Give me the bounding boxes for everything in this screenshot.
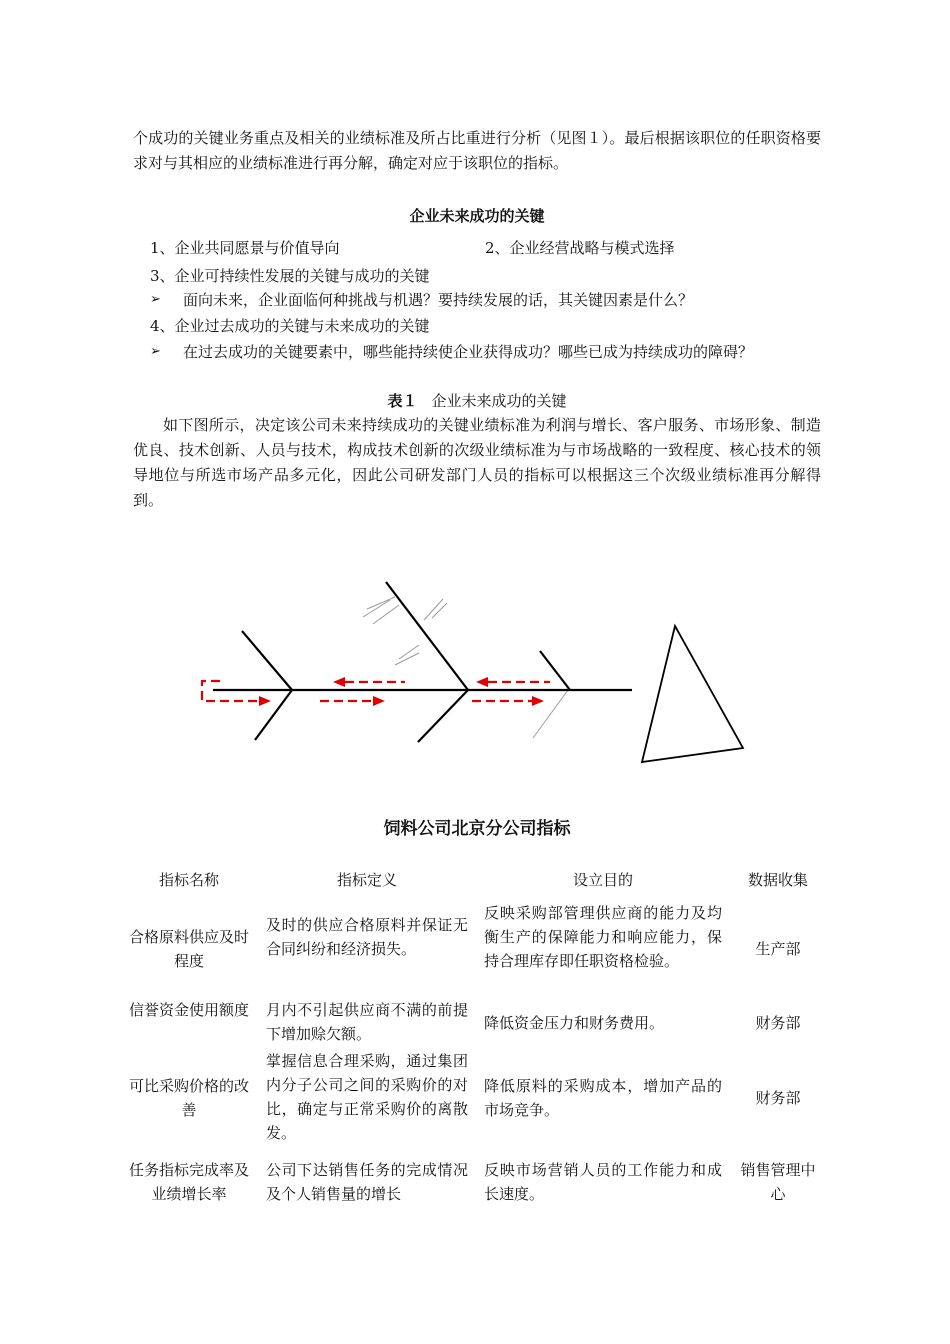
row2-purpose: 降低资金压力和财务费用。 [484,1014,665,1032]
list-item-1: 1、企业共同愿景与价值导向 [150,239,340,257]
arrow-bullet-icon: ➢ [150,292,161,307]
header-data-collection: 数据收集 [747,871,808,889]
bone-upper-right [540,651,570,690]
body-paragraph: 如下图所示，决定该公司未来持续成功的关键业绩标准为利润与增长、客户服务、市场形象、制造优良、技术创新、人员与技术，构成技术创新的次级业绩标准为与市场战略的一致程度、核心技术的领导地位与所选市场产品多元化，因此公司研发部门人员的指标可以根据这三个次级业绩标准再分解得到。 [133,416,821,509]
row1-name: 合格原料供应及时程度 [128,928,249,970]
faint-rib [399,645,419,659]
caption-label: 表１ [387,392,418,410]
arrowhead-right-icon [532,696,544,706]
list-item-2: 2、企业经营战略与模式选择 [485,239,675,257]
arrow-bullet-icon: ➢ [150,344,161,359]
row3-purpose: 降低原料的采购成本，增加产品的市场竞争。 [484,1077,722,1119]
spine-and-bones [213,582,743,762]
bone-upper-middle [386,582,468,690]
row1-source: 生产部 [755,940,801,958]
fish-head-triangle [642,626,743,762]
caption-text: 企业未来成功的关键 [431,392,567,410]
row3-name: 可比采购价格的改善 [128,1077,249,1119]
row3-definition: 掌握信息合理采购，通过集团内分子公司之间的采购价的对比，确定与正常采购价的离散发。 [266,1052,468,1142]
arrowhead-left-icon [333,677,345,687]
section-heading: 企业未来成功的关键 [409,207,545,225]
arrowhead-right-icon [373,696,385,706]
faint-ribs [363,597,568,738]
row4-definition: 公司下达销售任务的完成情况及个人销售量的增长 [266,1161,468,1203]
arrowhead-right-icon [259,696,271,706]
table-caption [133,389,821,413]
row4-name: 任务指标完成率及业绩增长率 [128,1161,249,1203]
row3-source: 财务部 [755,1089,801,1107]
header-indicator-definition: 指标定义 [336,871,397,889]
faint-rib [395,653,419,665]
row1-purpose: 反映采购部管理供应商的能力及均衡生产的保障能力和响应能力，保持合理库存即任职资格检验。 [484,904,722,970]
list-item-4: 4、企业过去成功的关键与未来成功的关键 [150,317,430,335]
row4-purpose: 反映市场营销人员的工作能力和成长速度。 [484,1161,722,1203]
faint-rib [432,603,447,618]
row1-definition: 及时的供应合格原料并保证无合同纠纷和经济损失。 [266,916,468,958]
faint-rib [367,597,395,609]
bullet-text-1: 面向未来，企业面临何种挑战与机遇？要持续发展的话，其关键因素是什么？ [183,291,694,309]
header-indicator-name: 指标名称 [158,871,219,889]
row4-source: 销售管理中心 [740,1161,816,1203]
row2-source: 财务部 [755,1014,801,1032]
bone-lower-middle [418,690,468,742]
bullet-text-2: 在过去成功的关键要素中，哪些能持续使企业获得成功？哪些已成为持续成功的障碍？ [183,343,754,361]
fishbone-diagram [195,575,755,770]
list-item-3: 3、企业可持续性发展的关键与成功的关键 [150,267,430,285]
table-title: 饲料公司北京分公司指标 [383,819,571,839]
arrowhead-left-icon [476,677,488,687]
row2-name: 信誉资金使用额度 [128,1001,249,1019]
intro-paragraph: 个成功的关键业务重点及相关的业绩标准及所占比重进行分析（见图１）。最后根据该职位的任职资格要求对与其相应的业绩标准进行再分解，确定对应于该职位的指标。 [133,129,821,172]
row2-definition: 月内不引起供应商不满的前提下增加赊欠额。 [266,1001,468,1043]
header-purpose: 设立目的 [572,871,633,889]
faint-rib [533,690,568,738]
bone-upper-left [242,631,292,690]
